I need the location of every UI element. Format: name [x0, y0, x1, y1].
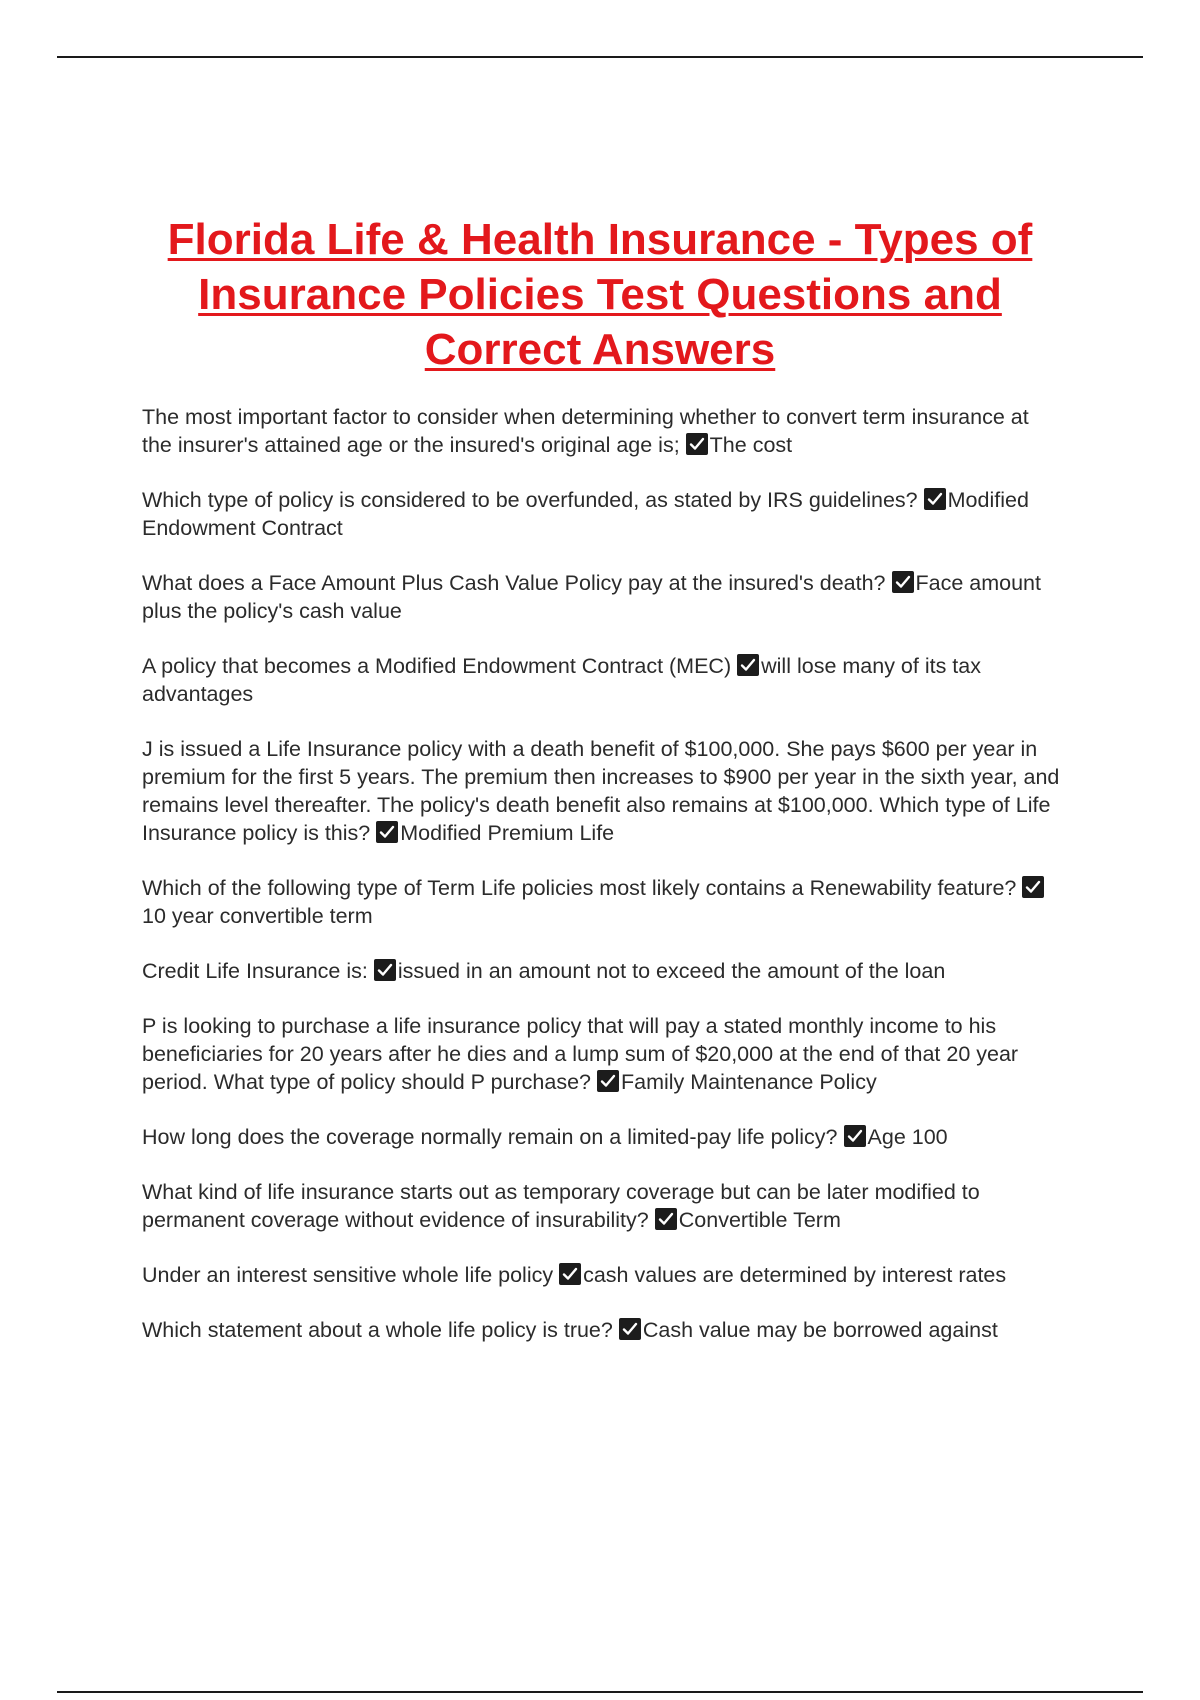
check-icon: [376, 821, 398, 843]
qa-item: [142, 652, 1062, 708]
question-text: Which type of policy is considered to be overfunded, as stated by IRS guidelines?: [142, 488, 918, 512]
header-rule: [57, 56, 1143, 58]
qa-list: [142, 403, 1062, 1371]
answer-text: Face amount plus the policy's cash value: [142, 571, 1041, 623]
check-icon: [924, 488, 946, 510]
check-icon: [597, 1070, 619, 1092]
check-icon: [559, 1263, 581, 1285]
qa-item: [142, 403, 1062, 459]
check-icon: [892, 571, 914, 593]
qa-item: [142, 1178, 1062, 1234]
answer-text: Cash value may be borrowed against: [642, 1318, 998, 1342]
qa-item: [142, 1012, 1062, 1096]
answer-text: 10 year convertible term: [142, 904, 373, 928]
check-icon: [374, 959, 396, 981]
answer-text: Modified Premium Life: [400, 821, 615, 845]
answer-text: Convertible Term: [678, 1208, 841, 1232]
qa-item: [142, 1316, 1062, 1344]
question-text: Under an interest sensitive whole life policy: [142, 1263, 554, 1287]
question-text: A policy that becomes a Modified Endowment Contract (MEC): [142, 654, 732, 678]
qa-item: [142, 957, 1062, 985]
check-icon: [686, 433, 708, 455]
qa-item: [142, 569, 1062, 625]
check-icon: [844, 1125, 866, 1147]
answer-text: will lose many of its tax advantages: [142, 654, 981, 706]
question-text: What does a Face Amount Plus Cash Value Policy pay at the insured's death?: [142, 571, 886, 595]
answer-text: The cost: [709, 433, 793, 457]
qa-item: [142, 486, 1062, 542]
footer-rule: [57, 1691, 1143, 1693]
answer-text: Family Maintenance Policy: [620, 1070, 877, 1094]
question-text: Which of the following type of Term Life policies most likely contains a Renewability feature?: [142, 876, 1017, 900]
qa-item: [142, 1123, 1062, 1151]
answer-text: issued in an amount not to exceed the amount of the loan: [397, 959, 946, 983]
answer-text: cash values are determined by interest rates: [583, 1263, 1007, 1287]
answer-text: Modified Endowment Contract: [142, 488, 1029, 540]
question-text: J is issued a Life Insurance policy with a death benefit of $100,000. She pays $600 per year in premium for the first 5 years. The premium then increases to $900 per year in the sixth year, and remains level thereafter. The policy's death benefit also remains at $100,000. Which type of Life Insurance policy is this?: [142, 737, 1060, 845]
check-icon: [737, 654, 759, 676]
document-title: Florida Life & Health Insurance - Types of Insurance Policies Test Questions and Correct Answers: [167, 215, 1033, 374]
qa-item: [142, 1261, 1062, 1289]
question-text: How long does the coverage normally remain on a limited-pay life policy?: [142, 1125, 838, 1149]
check-icon: [1022, 876, 1044, 898]
check-icon: [619, 1318, 641, 1340]
check-icon: [655, 1208, 677, 1230]
answer-text: Age 100: [867, 1125, 948, 1149]
question-text: Which statement about a whole life policy is true?: [142, 1318, 613, 1342]
question-text: The most important factor to consider when determining whether to convert term insurance at the insurer's attained age or the insured's original age is;: [142, 405, 1029, 457]
qa-item: [142, 874, 1062, 930]
question-text: Credit Life Insurance is:: [142, 959, 368, 983]
question-text: P is looking to purchase a life insurance policy that will pay a stated monthly income to his beneficiaries for 20 years after he dies and a lump sum of $20,000 at the end of that 20 year period. What type of policy should P purchase?: [142, 1014, 1019, 1094]
question-text: What kind of life insurance starts out as temporary coverage but can be later modified to permanent coverage without evidence of insurability?: [142, 1180, 980, 1232]
qa-item: [142, 735, 1062, 847]
